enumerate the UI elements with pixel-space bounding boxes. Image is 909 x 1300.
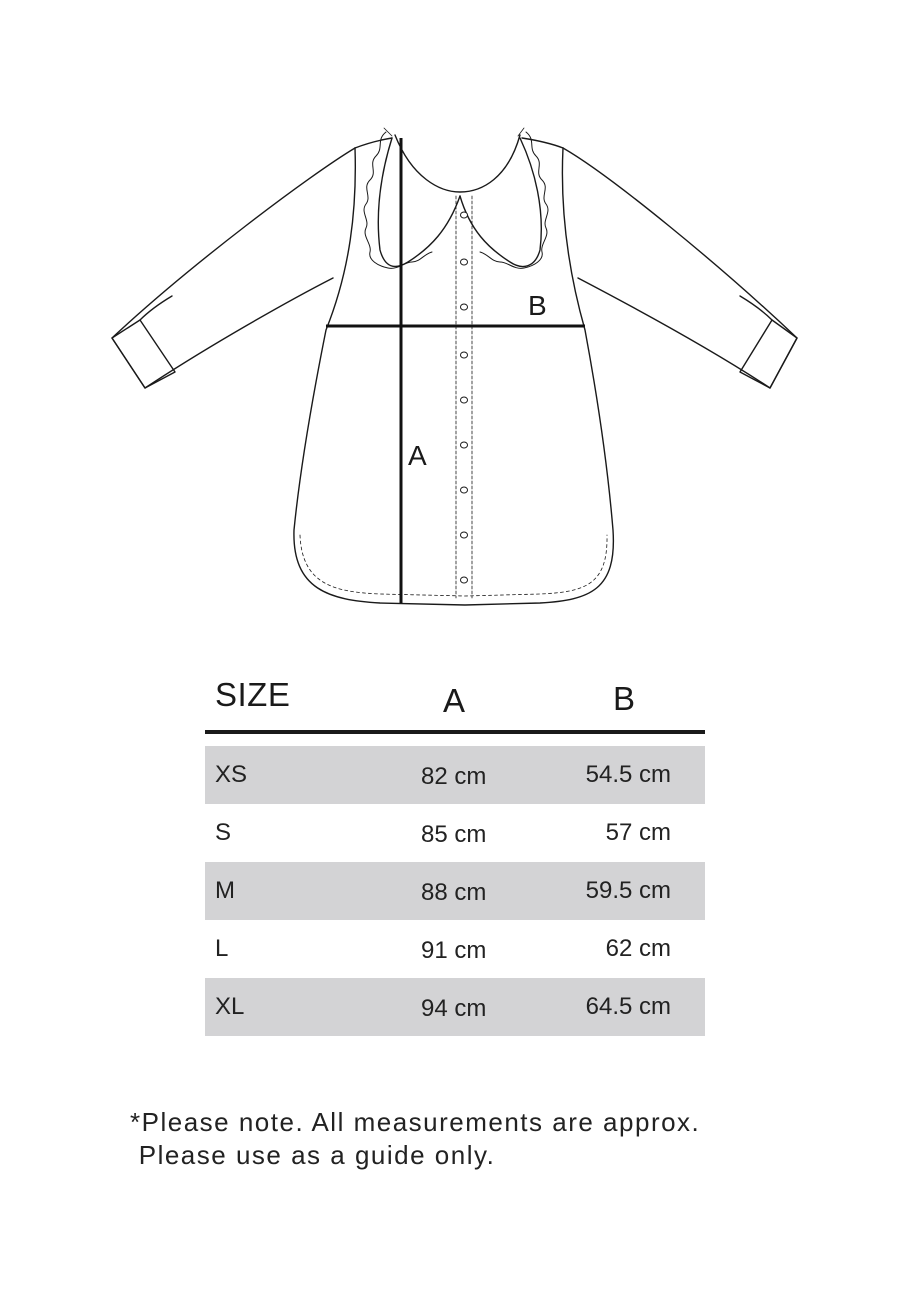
cell-b: 59.5 cm <box>585 877 671 904</box>
button <box>461 442 468 448</box>
note-line-1: *Please note. All measurements are approx. <box>130 1107 701 1137</box>
table-row <box>205 978 705 1036</box>
cell-a: 82 cm <box>421 763 487 790</box>
button <box>461 532 468 538</box>
left-sleeve <box>112 148 355 388</box>
button <box>461 487 468 493</box>
table-header <box>205 668 705 734</box>
cell-a: 94 cm <box>421 995 487 1022</box>
button <box>461 577 468 583</box>
table-row <box>205 862 705 920</box>
cell-b: 64.5 cm <box>585 993 671 1020</box>
size-table <box>205 668 705 1036</box>
buttons <box>461 212 468 583</box>
button <box>461 212 468 218</box>
neckline <box>395 135 520 192</box>
note-line-2: Please use as a guide only. <box>130 1140 496 1170</box>
left-cuff <box>112 320 175 388</box>
cell-size: M <box>215 877 235 904</box>
collar-left <box>378 138 460 266</box>
ruffle-left <box>364 132 432 268</box>
shirt-dress-diagram <box>0 0 909 640</box>
cell-size: XS <box>215 761 248 788</box>
measure-label-b: B <box>528 290 547 321</box>
cell-size: XL <box>215 993 245 1020</box>
button <box>461 397 468 403</box>
header-b: B <box>613 680 636 717</box>
cell-b: 62 cm <box>605 935 671 962</box>
cell-a: 85 cm <box>421 821 487 848</box>
button <box>461 259 468 265</box>
header-a: A <box>443 682 466 719</box>
cell-size: L <box>215 935 229 962</box>
table-row <box>205 920 705 978</box>
button <box>461 304 468 310</box>
measurement-note <box>130 1106 700 1172</box>
cell-b: 54.5 cm <box>585 761 671 788</box>
button <box>461 352 468 358</box>
cell-a: 91 cm <box>421 937 487 964</box>
header-size: SIZE <box>215 676 291 713</box>
dress-body <box>294 148 613 605</box>
measure-label-a: A <box>408 440 427 471</box>
table-row <box>205 804 705 862</box>
hem-stitch <box>300 535 607 596</box>
right-sleeve <box>563 148 797 388</box>
cell-a: 88 cm <box>421 879 487 906</box>
cell-b: 57 cm <box>605 819 671 846</box>
table-row <box>205 746 705 804</box>
cell-size: S <box>215 819 232 846</box>
